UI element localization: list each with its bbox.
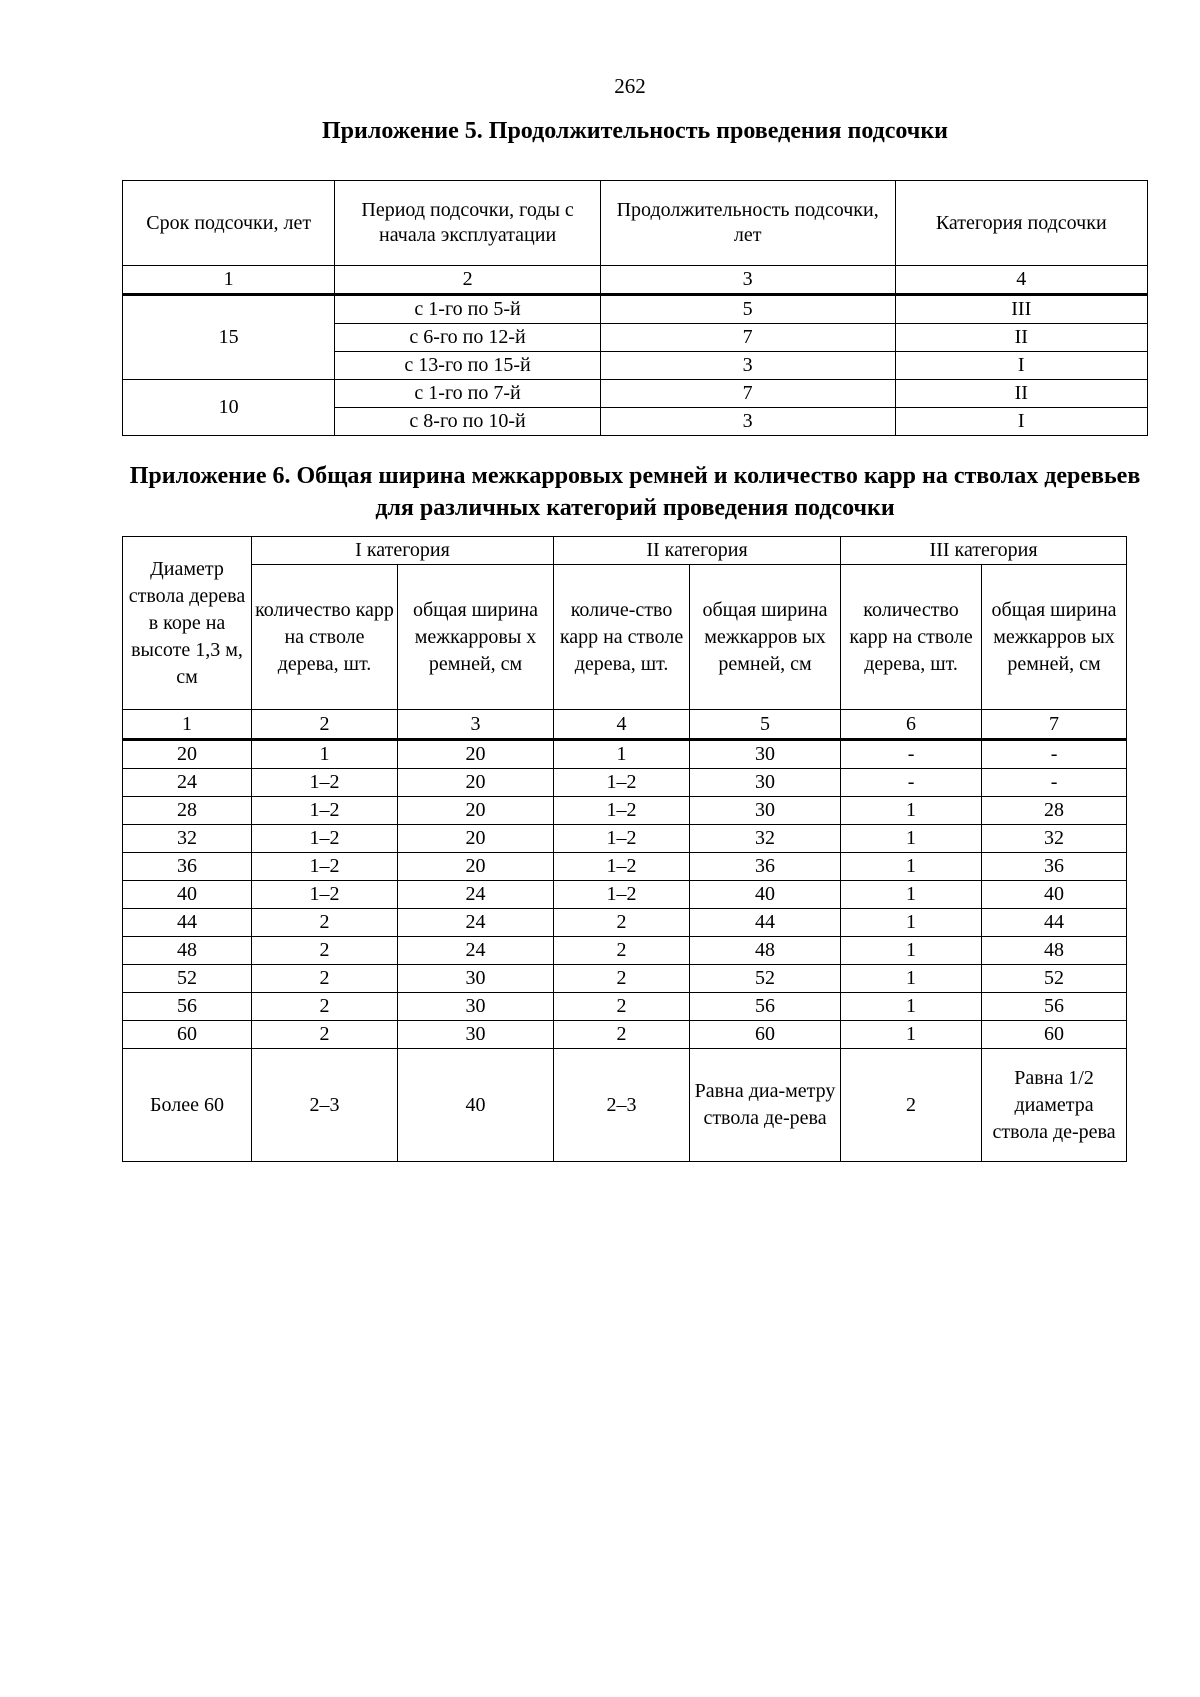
width-cell: 30 — [398, 965, 554, 993]
width-cell: 24 — [398, 937, 554, 965]
column-number: 3 — [600, 266, 895, 295]
appendix-6-body — [123, 740, 1127, 1162]
count-cell: 2 — [252, 937, 398, 965]
width-cell: 52 — [690, 965, 841, 993]
count-cell: - — [841, 740, 982, 769]
appendix-6-title: Приложение 6. Общая ширина межкарровых ремней и количество карр на стволах деревьев для различных категорий проведения подсочки — [129, 463, 1141, 521]
column-number: 4 — [895, 266, 1147, 295]
width-cell: Равна 1/2 диаметра ствола де-рева — [982, 1049, 1127, 1162]
count-cell: 1 — [841, 1021, 982, 1049]
count-cell: 2 — [554, 937, 690, 965]
subheader-width: общая ширина межкарров ых ремней, см — [982, 565, 1127, 710]
width-cell: - — [982, 740, 1127, 769]
table-row — [123, 1049, 1127, 1162]
width-cell: - — [982, 769, 1127, 797]
appendix-5-table — [122, 180, 1148, 436]
width-cell: 20 — [398, 797, 554, 825]
count-cell: 2 — [252, 909, 398, 937]
width-cell: 44 — [982, 909, 1127, 937]
subheader-count: количе-ство карр на стволе дерева, шт. — [554, 565, 690, 710]
width-cell: 44 — [690, 909, 841, 937]
count-cell: 1 — [841, 797, 982, 825]
width-cell: 36 — [982, 853, 1127, 881]
count-cell: 1–2 — [252, 881, 398, 909]
table-row — [123, 853, 1127, 881]
table-row — [123, 993, 1127, 1021]
width-cell: 28 — [982, 797, 1127, 825]
count-cell: 1 — [841, 825, 982, 853]
width-cell: 40 — [982, 881, 1127, 909]
column-number: 2 — [252, 710, 398, 740]
width-cell: 24 — [398, 909, 554, 937]
category-cell: III — [895, 295, 1147, 324]
width-cell: 48 — [690, 937, 841, 965]
width-cell: 30 — [690, 797, 841, 825]
count-cell: 1–2 — [554, 853, 690, 881]
subheader-width: общая ширина межкарров ых ремней, см — [690, 565, 841, 710]
diameter-cell: 40 — [123, 881, 252, 909]
width-cell: 32 — [690, 825, 841, 853]
width-cell: 32 — [982, 825, 1127, 853]
diameter-cell: 60 — [123, 1021, 252, 1049]
term-cell: 10 — [123, 380, 335, 436]
diameter-cell: 44 — [123, 909, 252, 937]
subheader-count: количество карр на стволе дерева, шт. — [252, 565, 398, 710]
count-cell: 1–2 — [554, 769, 690, 797]
count-cell: 2–3 — [554, 1049, 690, 1162]
table-row — [123, 937, 1127, 965]
width-cell: 40 — [398, 1049, 554, 1162]
diameter-cell: 24 — [123, 769, 252, 797]
table-row — [123, 740, 1127, 769]
diameter-cell: 28 — [123, 797, 252, 825]
width-cell: 48 — [982, 937, 1127, 965]
width-cell: 20 — [398, 769, 554, 797]
table-row — [123, 909, 1127, 937]
table-row — [123, 965, 1127, 993]
diameter-cell: 36 — [123, 853, 252, 881]
duration-cell: 7 — [600, 380, 895, 408]
period-cell: с 6-го по 12-й — [335, 324, 600, 352]
count-cell: 2 — [841, 1049, 982, 1162]
count-cell: 1 — [841, 993, 982, 1021]
table-row — [123, 825, 1127, 853]
header-diameter: Диаметр ствола дерева в коре на высоте 1,3 м, см — [123, 537, 252, 710]
term-cell: 15 — [123, 295, 335, 380]
header-category: Категория подсочки — [895, 181, 1147, 266]
count-cell: 1–2 — [554, 797, 690, 825]
diameter-cell: 52 — [123, 965, 252, 993]
diameter-cell: 48 — [123, 937, 252, 965]
diameter-cell: 32 — [123, 825, 252, 853]
category-cell: I — [895, 352, 1147, 380]
duration-cell: 7 — [600, 324, 895, 352]
header-term: Срок подсочки, лет — [123, 181, 335, 266]
column-number: 3 — [398, 710, 554, 740]
count-cell: 2 — [252, 993, 398, 1021]
width-cell: 30 — [398, 1021, 554, 1049]
width-cell: 52 — [982, 965, 1127, 993]
count-cell: 1–2 — [252, 825, 398, 853]
width-cell: 20 — [398, 740, 554, 769]
count-cell: 2 — [252, 1021, 398, 1049]
width-cell: 40 — [690, 881, 841, 909]
table-row — [123, 769, 1127, 797]
table-row — [123, 1021, 1127, 1049]
diameter-cell: Более 60 — [123, 1049, 252, 1162]
appendix-5-title: Приложение 5. Продолжительность проведения подсочки — [322, 118, 948, 144]
count-cell: 2 — [554, 1021, 690, 1049]
header-duration: Продолжительность подсочки, лет — [600, 181, 895, 266]
column-number: 7 — [982, 710, 1127, 740]
period-cell: с 13-го по 15-й — [335, 352, 600, 380]
width-cell: 60 — [982, 1021, 1127, 1049]
count-cell: 1–2 — [252, 797, 398, 825]
count-cell: 1–2 — [252, 853, 398, 881]
column-number: 4 — [554, 710, 690, 740]
column-number: 5 — [690, 710, 841, 740]
table-row — [123, 797, 1127, 825]
category-cell: II — [895, 380, 1147, 408]
count-cell: 1 — [841, 853, 982, 881]
width-cell: 20 — [398, 853, 554, 881]
count-cell: 2 — [252, 965, 398, 993]
width-cell: 24 — [398, 881, 554, 909]
count-cell: 1 — [554, 740, 690, 769]
category-cell: II — [895, 324, 1147, 352]
diameter-cell: 20 — [123, 740, 252, 769]
subheader-count: количество карр на стволе дерева, шт. — [841, 565, 982, 710]
count-cell: 1 — [841, 881, 982, 909]
diameter-cell: 56 — [123, 993, 252, 1021]
subheader-width: общая ширина межкарровы х ремней, см — [398, 565, 554, 710]
count-cell: 1 — [841, 909, 982, 937]
width-cell: 36 — [690, 853, 841, 881]
count-cell: 1–2 — [554, 825, 690, 853]
width-cell: 30 — [398, 993, 554, 1021]
count-cell: - — [841, 769, 982, 797]
header-period: Период подсочки, годы с начала эксплуатации — [335, 181, 600, 266]
count-cell: 1–2 — [252, 769, 398, 797]
count-cell: 2 — [554, 965, 690, 993]
duration-cell: 5 — [600, 295, 895, 324]
period-cell: с 1-го по 5-й — [335, 295, 600, 324]
count-cell: 1 — [841, 937, 982, 965]
table-row — [123, 295, 1148, 324]
header-category-2: II категория — [554, 537, 841, 565]
width-cell: 56 — [690, 993, 841, 1021]
appendix-6-table — [122, 536, 1127, 1162]
count-cell: 2 — [554, 993, 690, 1021]
count-cell: 2–3 — [252, 1049, 398, 1162]
count-cell: 1–2 — [554, 881, 690, 909]
width-cell: 30 — [690, 769, 841, 797]
table-row — [123, 881, 1127, 909]
width-cell: 20 — [398, 825, 554, 853]
width-cell: Равна диа-метру ствола де-рева — [690, 1049, 841, 1162]
page-number: 262 — [614, 74, 646, 98]
column-number: 1 — [123, 710, 252, 740]
duration-cell: 3 — [600, 408, 895, 436]
column-number: 6 — [841, 710, 982, 740]
width-cell: 56 — [982, 993, 1127, 1021]
column-number: 2 — [335, 266, 600, 295]
duration-cell: 3 — [600, 352, 895, 380]
count-cell: 1 — [841, 965, 982, 993]
category-cell: I — [895, 408, 1147, 436]
period-cell: с 8-го по 10-й — [335, 408, 600, 436]
header-category-3: III категория — [841, 537, 1127, 565]
table-row — [123, 380, 1148, 408]
count-cell: 2 — [554, 909, 690, 937]
column-number: 1 — [123, 266, 335, 295]
count-cell: 1 — [252, 740, 398, 769]
width-cell: 30 — [690, 740, 841, 769]
width-cell: 60 — [690, 1021, 841, 1049]
header-category-1: I категория — [252, 537, 554, 565]
period-cell: с 1-го по 7-й — [335, 380, 600, 408]
